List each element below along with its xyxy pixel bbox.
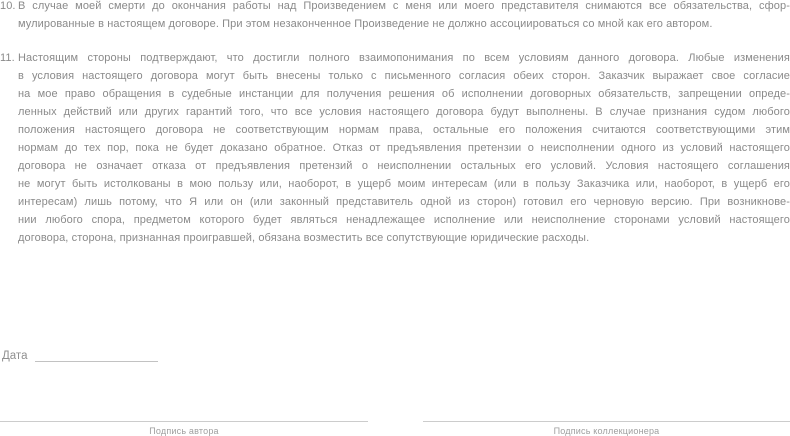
clause-11-number: 11. [0,52,15,64]
collector-signature-line [423,421,790,422]
paragraph-line: интересам) лишь потому, что Я или он (или законный представитель одной из сторон) готовил его черновую версию. При возникнове- [18,196,790,208]
signature-block-author [0,421,368,436]
clause-11 [0,49,790,247]
paragraph-line: договора, сторона, признанная проигравшей, обязана возместить все сопутствующие юридические расходы. [18,232,590,244]
paragraph-line: ленных действий или других гарантий того, что все условия настоящего договора будут выполнены. В случае признания судом любого [18,106,790,118]
clause-10-text [18,0,790,33]
date-blank-line [35,349,158,362]
paragraph-line: нормам до тех пор, пока не будет доказано обратное. Отказ от предъявления претензии о неисполнении одного из условий настоящего [18,142,790,154]
paragraph-line: не могут быть истолкованы в мою пользу или, наоборот, в ущерб моим интересам (или в пользу Заказчика или, наоборот, в ущерб его [18,178,790,190]
paragraph-line: нии любого спора, предметом которого будет являться ненадлежащее исполнение или неисполнение сторонами условий настоящего [18,214,790,226]
paragraph-line: на мое право обращения в судебные инстанции для получения решения об исполнении договорных обязательств, запрещении опреде- [18,88,790,100]
paragraph-line: договора не означает отказа от предъявления претензий о неисполнении остальных его условий. Условия настоящего соглашения [18,160,790,172]
author-signature-label: Подпись автора [149,426,219,436]
paragraph-line: Настоящим стороны подтверждают, что достигли полного взаимопонимания по всем условиям данного договора. Любые изменения [18,52,790,64]
clause-10 [0,0,790,33]
clause-10-number: 10. [0,0,16,12]
paragraph-line: положения настоящего договора не соответствующим нормам права, остальные его положения считаются соответствующими этим [18,124,790,136]
clause-11-text [18,49,790,247]
signature-block-collector [423,421,790,436]
paragraph-line: мулированные в настоящем договоре. При этом незаконченное Произведение не должно ассоциироваться со мной как его автором. [18,18,713,30]
date-label: Дата [2,350,28,362]
paragraph-line: в условия настоящего договора могут быть внесены только с письменного согласия обеих сторон. Заказчик выражает свое согласие [18,70,790,82]
date-row [2,349,158,362]
collector-signature-label: Подпись коллекционера [553,426,660,436]
author-signature-line [0,421,368,422]
paragraph-line: В случае моей смерти до окончания работы над Произведением с меня или моего представителя снимаются все обязательства, сфор- [18,0,790,12]
